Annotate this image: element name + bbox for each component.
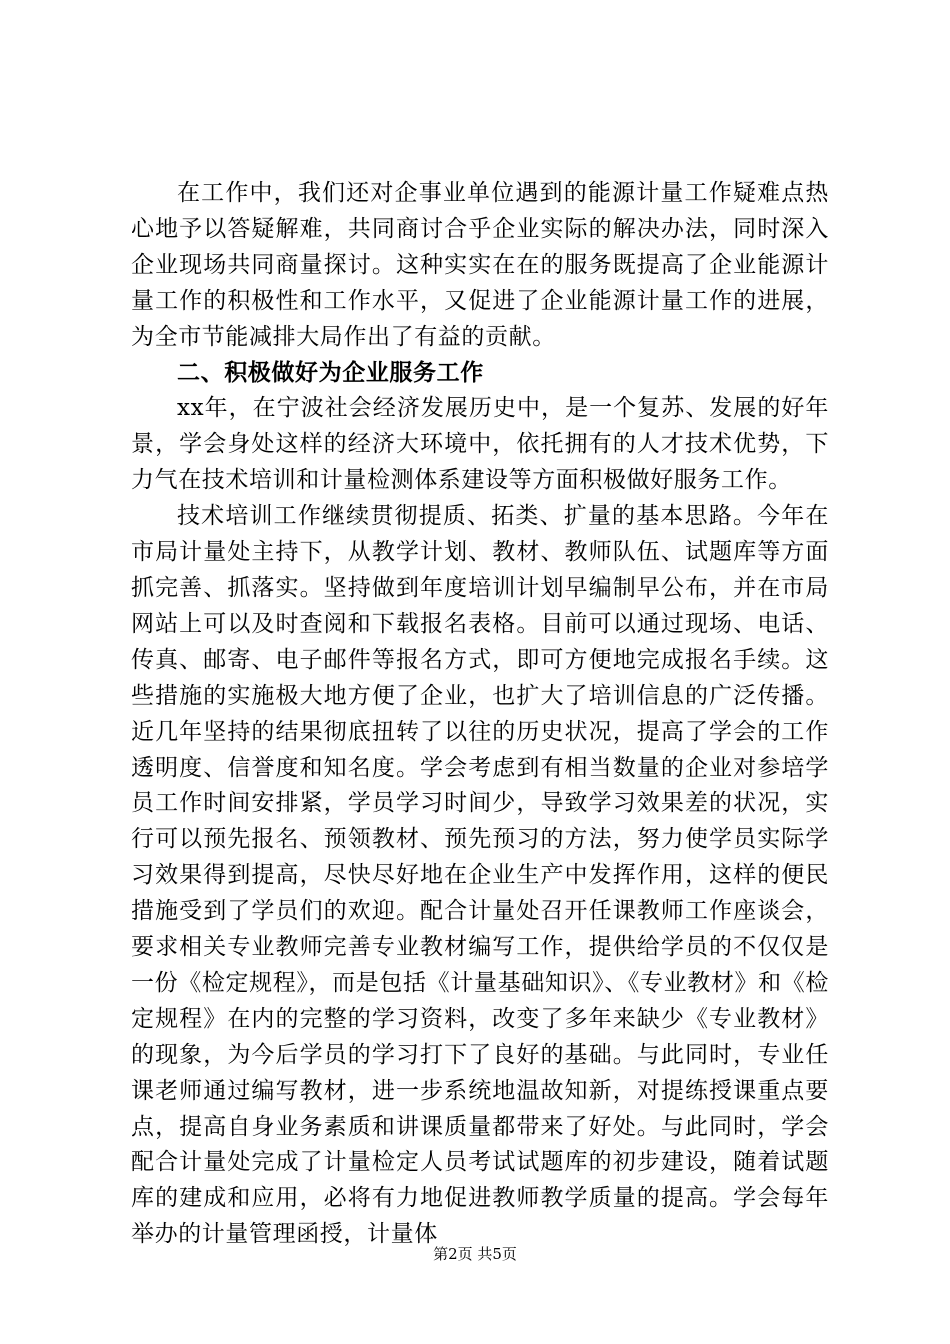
paragraph-economic-context: xx年，在宁波社会经济发展历史中，是一个复苏、发展的好年景，学会身处这样的经济大环境中，依托拥有的人才技术优势，下力气在技术培训和计量检测体系建设等方面积极做好服务工作。	[131, 395, 829, 494]
page-footer: 第2页 共5页	[433, 1245, 517, 1263]
document-body	[131, 176, 829, 1253]
paragraph-technical-training: 技术培训工作继续贯彻提质、拓类、扩量的基本思路。今年在市局计量处主持下，从教学计划、教材、教师队伍、试题库等方面抓完善、抓落实。坚持做到年度培训计划早编制早公布，并在市局网站上可以及时查阅和下载报名表格。目前可以通过现场、电话、传真、邮寄、电子邮件等报名方式，即可方便地完成报名手续。这些措施的实施极大地方便了企业，也扩大了培训信息的广泛传播。近几年坚持的结果彻底扭转了以往的历史状况，提高了学会的工作透明度、信誉度和知名度。学会考虑到有相当数量的企业对参培学员工作时间安排紧，学员学习时间少，导致学习效果差的状况，实行可以预先报名、预领教材、预先预习的方法，努力使学员实际学习效果得到提高，尽快尽好地在企业生产中发挥作用，这样的便民措施受到了学员们的欢迎。配合计量处召开任课教师工作座谈会，要求相关专业教师完善专业教材编写工作，提供给学员的不仅仅是一份《检定规程》，而是包括《计量基础知识》、《专业教材》和《检定规程》在内的完整的学习资料，改变了多年来缺少《专业教材》的现象，为今后学员的学习打下了良好的基础。与此同时，专业任课老师通过编写教材，进一步系统地温故知新，对提练授课重点要点，提高自身业务素质和讲课质量都带来了好处。与此同时，学会配合计量处完成了计量检定人员考试试题库的初步建设，随着试题库的建成和应用，必将有力地促进教师教学质量的提高。学会每年举办的计量管理函授，计量体	[131, 503, 829, 1248]
section-heading: 二、积极做好为企业服务工作	[177, 359, 484, 386]
paragraph-energy-metering-service: 在工作中，我们还对企事业单位遇到的能源计量工作疑难点热心地予以答疑解难，共同商讨合乎企业实际的解决办法，同时深入企业现场共同商量探讨。这种实实在在的服务既提高了企业能源计量工作的积极性和工作水平，又促进了企业能源计量工作的进展，为全市节能减排大局作出了有益的贡献。	[131, 180, 829, 350]
